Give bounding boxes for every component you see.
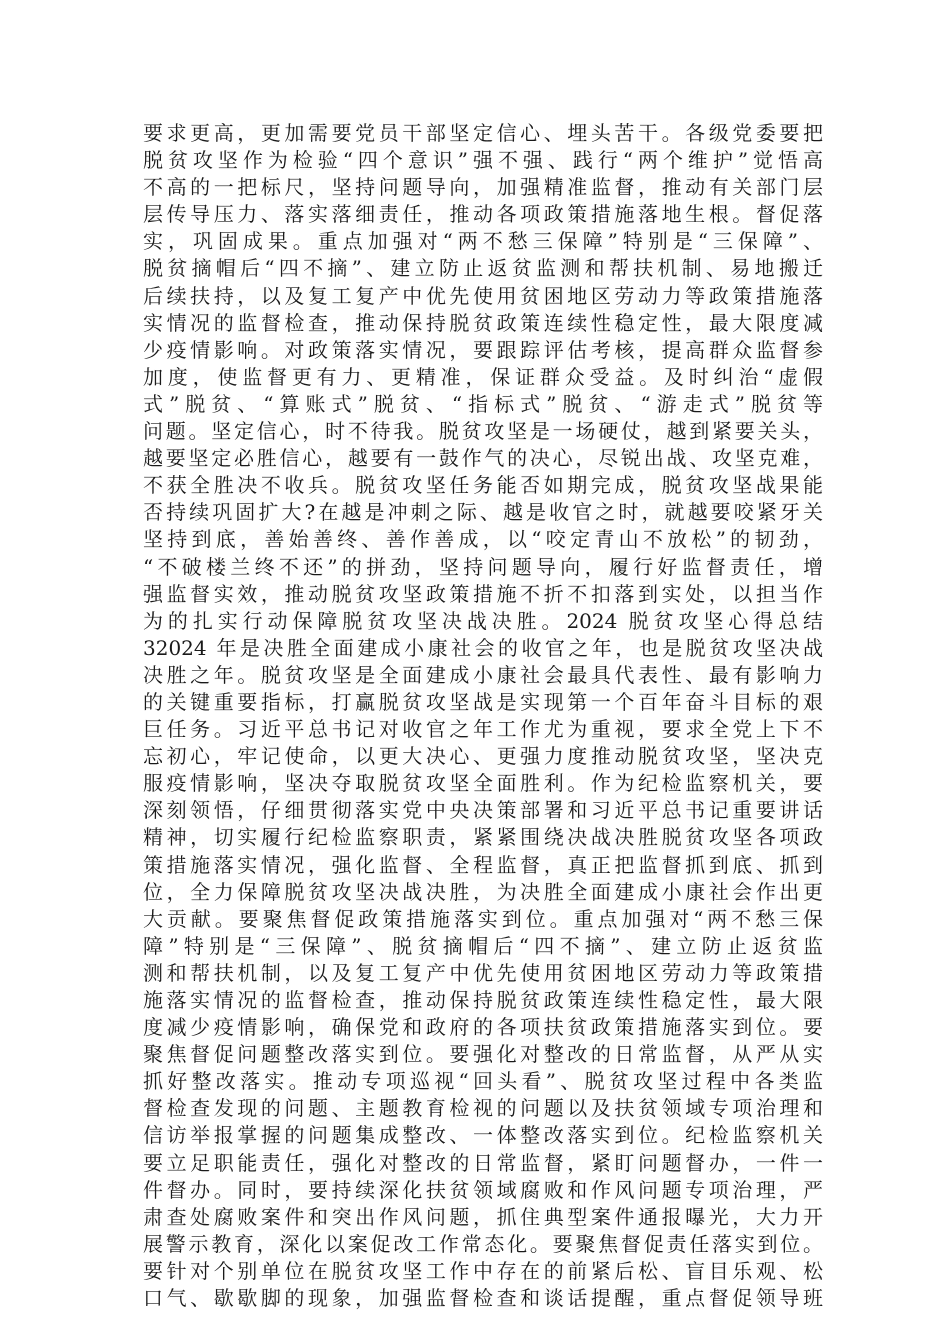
text-line: 不高的一把标尺，坚持问题导向，加强精准监督，推动有关部门层 [143, 175, 823, 200]
text-line: 测和帮扶机制，以及复工复产中优先使用贫困地区劳动力等政策措 [143, 960, 823, 985]
text-line: 肃查处腐败案件和突出作风问题，抓住典型案件通报曝光，大力开 [143, 1204, 823, 1229]
text-line: 决胜之年。脱贫攻坚是全面建成小康社会最具代表性、最有影响力 [143, 662, 823, 687]
text-line: 件督办。同时，要持续深化扶贫领域腐败和作风问题专项治理，严 [143, 1177, 823, 1202]
text-line: 式”脱贫、“算账式”脱贫、“指标式”脱贫、“游走式”脱贫等 [143, 391, 823, 416]
text-line: 要求更高，更加需要党员干部坚定信心、埋头苦干。各级党委要把 [143, 121, 823, 145]
text-line: 要针对个别单位在脱贫攻坚工作中存在的前紧后松、盲目乐观、松 [143, 1258, 823, 1283]
text-line: 巨任务。习近平总书记对收官之年工作尤为重视，要求全党上下不 [143, 717, 823, 742]
text-line: 的关键重要指标，打赢脱贫攻坚战是实现第一个百年奋斗目标的艰 [143, 689, 823, 714]
text-line: 大贡献。要聚焦督促政策措施落实到位。重点加强对“两不愁三保 [143, 906, 823, 931]
text-line: 否持续巩固扩大?在越是冲刺之际、越是收官之时，就越要咬紧牙关 [143, 500, 823, 525]
text-line: 督检查发现的问题、主题教育检视的问题以及扶贫领域专项治理和 [143, 1096, 823, 1121]
text-line: 展警示教育，深化以案促改工作常态化。要聚焦督促责任落实到位。 [143, 1231, 823, 1256]
text-line: 加度，使监督更有力、更精准，保证群众受益。及时纠治“虚假 [143, 364, 823, 389]
text-line: 施落实情况的监督检查，推动保持脱贫政策连续性稳定性，最大限 [143, 988, 823, 1012]
text-line: 为的扎实行动保障脱贫攻坚决战决胜。2024 脱贫攻坚心得总结 [143, 608, 823, 633]
text-line: 后续扶持，以及复工复产中优先使用贫困地区劳动力等政策措施落 [143, 283, 823, 308]
text-line: “不破楼兰终不还”的拼劲，坚持问题导向，履行好监督责任，增 [143, 554, 823, 579]
text-line: 要立足职能责任，强化对整改的日常监督，紧盯问题督办，一件一 [143, 1150, 823, 1175]
text-line: 问题。坚定信心，时不待我。脱贫攻坚是一场硬仗，越到紧要关头， [143, 419, 823, 444]
text-line: 信访举报掌握的问题集成整改、一体整改落实到位。纪检监察机关 [143, 1123, 823, 1148]
text-line: 不获全胜决不收兵。脱贫攻坚任务能否如期完成，脱贫攻坚战果能 [143, 473, 823, 498]
body-text [143, 120, 823, 1312]
text-line: 越要坚定必胜信心，越要有一鼓作气的决心，尽锐出战、攻坚克难， [143, 446, 823, 471]
text-line: 策措施落实情况，强化监督、全程监督，真正把监督抓到底、抓到 [143, 852, 823, 877]
text-line: 坚持到底，善始善终、善作善成，以“咬定青山不放松”的韧劲， [143, 527, 823, 552]
text-line: 脱贫攻坚作为检验“四个意识”强不强、践行“两个维护”觉悟高 [143, 148, 823, 173]
text-line: 精神，切实履行纪检监察职责，紧紧围绕决战决胜脱贫攻坚各项政 [143, 825, 823, 850]
text-line: 实情况的监督检查，推动保持脱贫政策连续性稳定性，最大限度减 [143, 310, 823, 335]
text-line: 实，巩固成果。重点加强对“两不愁三保障”特别是“三保障”、 [143, 229, 823, 254]
text-line: 位，全力保障脱贫攻坚决战决胜，为决胜全面建成小康社会作出更 [143, 879, 823, 904]
text-line: 深刻领悟，仔细贯彻落实党中央决策部署和习近平总书记重要讲话 [143, 798, 823, 823]
text-line: 障”特别是“三保障”、脱贫摘帽后“四不摘”、建立防止返贫监 [143, 933, 823, 958]
text-line: 32024 年是决胜全面建成小康社会的收官之年，也是脱贫攻坚决战 [143, 635, 823, 660]
text-line: 度减少疫情影响，确保党和政府的各项扶贫政策措施落实到位。要 [143, 1015, 823, 1040]
text-line: 忘初心，牢记使命，以更大决心、更强力度推动脱贫攻坚，坚决克 [143, 744, 823, 769]
text-line: 服疫情影响，坚决夺取脱贫攻坚全面胜利。作为纪检监察机关，要 [143, 771, 823, 796]
text-line: 强监督实效，推动脱贫攻坚政策措施不折不扣落到实处，以担当作 [143, 581, 823, 606]
text-line: 聚焦督促问题整改落实到位。要强化对整改的日常监督，从严从实 [143, 1042, 823, 1067]
text-line: 脱贫摘帽后“四不摘”、建立防止返贫监测和帮扶机制、易地搬迁 [143, 256, 823, 281]
text-line: 层传导压力、落实落细责任，推动各项政策措施落地生根。督促落 [143, 202, 823, 227]
text-line: 抓好整改落实。推动专项巡视“回头看”、脱贫攻坚过程中各类监 [143, 1069, 823, 1094]
text-line: 少疫情影响。对政策落实情况，要跟踪评估考核，提高群众监督参 [143, 337, 823, 362]
text-line: 口气、歇歇脚的现象，加强监督检查和谈话提醒，重点督促领导班 [143, 1286, 823, 1311]
